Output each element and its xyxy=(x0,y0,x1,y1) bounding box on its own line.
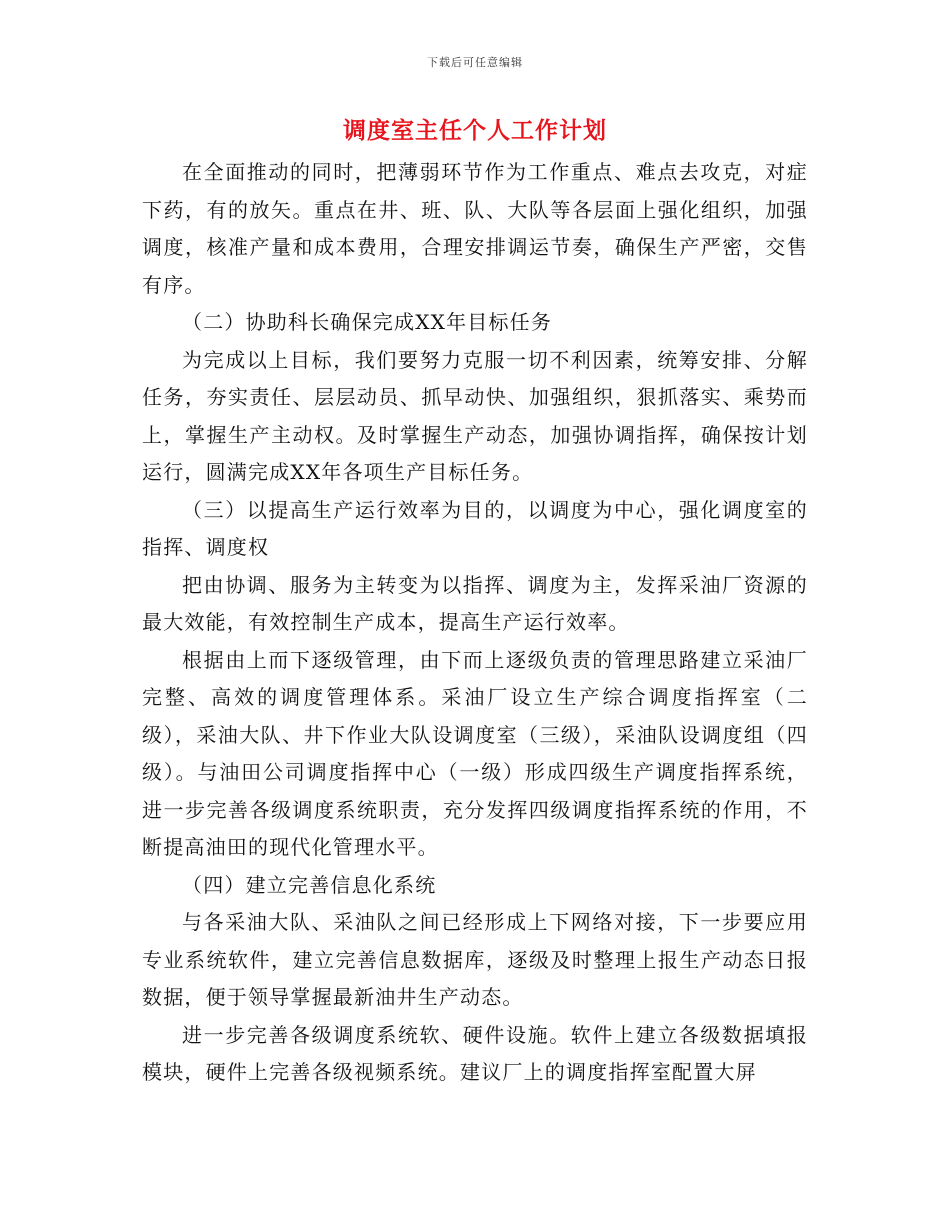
section-heading-3: （三）以提高生产运行效率为目的，以调度为中心，强化调度室的指挥、调度权 xyxy=(142,497,808,559)
header-note: 下载后可任意编辑 xyxy=(427,56,523,69)
paragraph-3: 为完成以上目标，我们要努力克服一切不利因素，统筹安排、分解任务，夯实责任、层层动员、抓早动快、加强组织，狠抓落实、乘势而上，掌握生产主动权。及时掌握生产动态，加强协调指挥，确保按计划运行，圆满完成XX年各项生产目标任务。 xyxy=(142,347,808,484)
paragraph-1: 在全面推动的同时，把薄弱环节作为工作重点、难点去攻克，对症下药，有的放矢。重点在井、班、队、大队等各层面上强化组织，加强调度，核准产量和成本费用，合理安排调运节奏，确保生产严密，交售有序。 xyxy=(142,160,808,297)
paragraph-8: 与各采油大队、采油队之间已经形成上下网络对接，下一步要应用专业系统软件，建立完善信息数据库，逐级及时整理上报生产动态日报数据，便于领导掌握最新油井生产动态。 xyxy=(142,910,808,1009)
section-heading-4: （四）建立完善信息化系统 xyxy=(182,872,437,897)
paragraph-9: 进一步完善各级调度系统软、硬件设施。软件上建立各级数据填报模块，硬件上完善各级视频系统。建议厂上的调度指挥室配置大屏 xyxy=(142,1022,808,1084)
paragraph-6: 根据由上而下逐级管理，由下而上逐级负责的管理思路建立采油厂完整、高效的调度管理体系。采油厂设立生产综合调度指挥室（二级），采油大队、井下作业大队设调度室（三级），采油队设调度组（四级）。与油田公司调度指挥中心（一级）形成四级生产调度指挥系统，进一步完善各级调度系统职责，充分发挥四级调度指挥系统的作用，不断提高油田的现代化管理水平。 xyxy=(142,647,808,859)
document-body xyxy=(142,154,808,1092)
document-title: 调度室主任个人工作计划 xyxy=(343,117,607,144)
paragraph-5: 把由协调、服务为主转变为以指挥、调度为主，发挥采油厂资源的最大效能，有效控制生产成本，提高生产运行效率。 xyxy=(142,572,808,634)
section-heading-2: （二）协助科长确保完成XX年目标任务 xyxy=(182,310,553,334)
